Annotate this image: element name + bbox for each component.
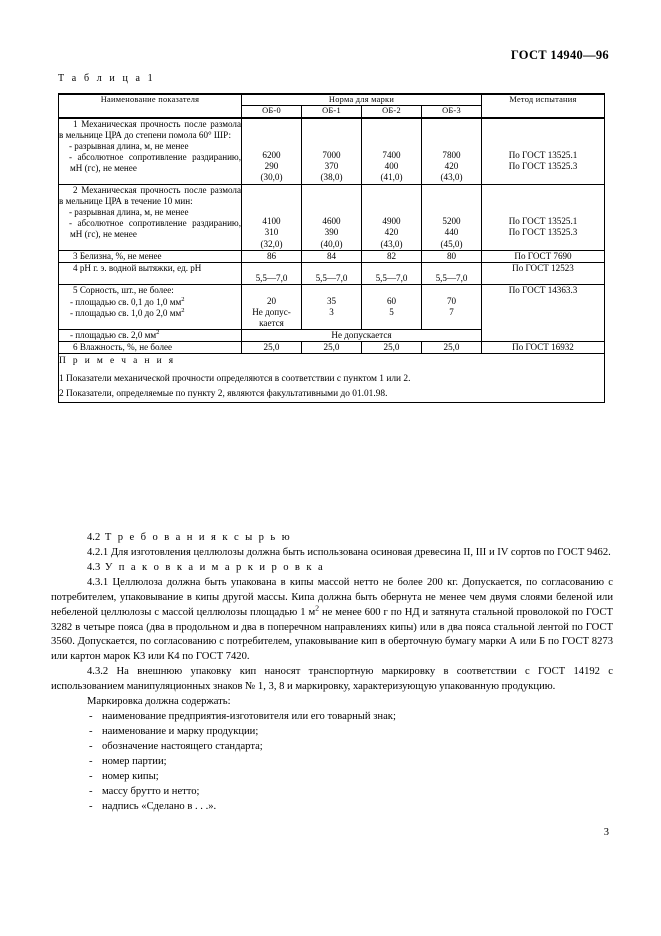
row2-sub2: - абсолютное сопротивление раздиранию, мН (гс), не менее: [69, 217, 241, 239]
row1-method: [482, 118, 605, 185]
row1-v2a-ob1: 370: [324, 161, 339, 172]
row2-method: [482, 184, 605, 250]
row3-indicator: [59, 250, 242, 262]
row1-method-2: По ГОСТ 13525.3: [508, 161, 578, 172]
table-row: [59, 184, 605, 250]
row6-value-ob3: 25,0: [422, 342, 482, 354]
list-item: [51, 740, 613, 755]
row5-indicator-a: [59, 285, 242, 330]
list-item: [51, 800, 613, 815]
section-4-3-number: 4.3: [87, 561, 101, 573]
row3-lead: 3 Белизна, %, не менее: [73, 250, 162, 261]
row4-v-ob3: 5,5—7,0: [435, 273, 468, 284]
row5-v2-ob0-l1: Не допус-: [252, 307, 291, 318]
row3-method: По ГОСТ 7690: [482, 250, 605, 262]
row2-value-ob3: [422, 184, 482, 250]
row4-method: По ГОСТ 12523: [482, 262, 605, 285]
row3-value-ob3: 80: [422, 250, 482, 262]
row2-method-2: По ГОСТ 13525.3: [508, 227, 578, 238]
row4-value-ob1: [302, 262, 362, 285]
header-indicator: Наименование показателя: [59, 94, 242, 118]
row2-value-ob2: [362, 184, 422, 250]
row4-indicator: [59, 262, 242, 285]
table-row: [59, 285, 605, 330]
dash-bullet-icon: -: [89, 725, 93, 737]
row6-method: По ГОСТ 16932: [482, 342, 605, 354]
body-text: [51, 531, 613, 815]
row5-v2-ob1: 3: [329, 307, 334, 318]
header-mark-ob0: ОБ-0: [242, 106, 302, 118]
row6-indicator: [59, 342, 242, 354]
paragraph-4-3-1-superscript: 2: [315, 603, 319, 613]
table-notes: [59, 354, 605, 403]
row2-v2b-ob1: (40,0): [320, 238, 343, 249]
row1-v2a-ob0: 290: [264, 161, 279, 172]
row4-value-ob2: [362, 262, 422, 285]
row5-value-ob3: [422, 285, 482, 330]
list-item-label: наименование и марку продукции;: [102, 725, 259, 737]
marking-lead: Маркировка должна содержать:: [87, 696, 231, 708]
row5-value-span: Не допускается: [242, 330, 482, 342]
row1-v2b-ob0: (30,0): [260, 172, 283, 183]
paragraph-4-3-1: [51, 576, 613, 666]
row2-v1-ob3: 5200: [442, 216, 461, 227]
row5-v1-ob1: 35: [326, 296, 337, 306]
row2-value-ob0: [242, 184, 302, 250]
dash-bullet-icon: -: [89, 740, 93, 752]
row5-v2-ob0-l2: кается: [259, 318, 284, 329]
table-row: [59, 262, 605, 285]
dash-bullet-icon: -: [89, 755, 93, 767]
row1-value-ob1: [302, 118, 362, 185]
row4-v-ob1: 5,5—7,0: [315, 273, 348, 284]
row5-sub2-text: - площадью св. 1,0 до 2,0 мм: [70, 307, 182, 318]
row1-v1-ob3: 7800: [442, 150, 461, 161]
row1-value-ob2: [362, 118, 422, 185]
row1-v1-ob2: 7400: [382, 150, 401, 161]
list-item: [51, 755, 613, 770]
page-number: 3: [603, 827, 609, 838]
section-4-2-number: 4.2: [87, 532, 101, 543]
row3-value-ob2: 82: [362, 250, 422, 262]
row5-value-ob0: [242, 285, 302, 330]
list-item: [51, 785, 613, 800]
list-item-label: номер кипы;: [102, 770, 159, 782]
row5-sub1: [59, 297, 241, 308]
row5-sub2-sup: 2: [181, 306, 185, 314]
header-mark-ob2: ОБ-2: [362, 106, 422, 118]
row1-v2a-ob2: 400: [384, 161, 399, 172]
row2-indicator: [59, 184, 242, 250]
list-item-label: массу брутто и нетто;: [102, 785, 200, 797]
table-caption: Т а б л и ц а 1: [58, 73, 156, 84]
row6-lead: 6 Влажность, %, не более: [73, 342, 173, 353]
table-body: [59, 118, 605, 403]
row1-sub2: - абсолютное сопротивление раздиранию, мН (гс), не менее: [69, 151, 241, 173]
marking-list: [51, 710, 613, 814]
row1-value-ob0: [242, 118, 302, 185]
row2-v1-ob2: 4900: [382, 216, 401, 227]
row5-indicator-b: [59, 330, 242, 342]
specification-table: [58, 93, 605, 403]
section-heading-4-2: [51, 531, 613, 546]
row2-v1-ob1: 4600: [322, 216, 341, 227]
row2-sub1: - разрывная длина, м, не менее: [69, 206, 189, 217]
row5-value-ob1: [302, 285, 362, 330]
row5-v1-ob3: 70: [446, 296, 457, 306]
row4-v-ob2: 5,5—7,0: [375, 273, 408, 284]
dash-bullet-icon: -: [89, 800, 93, 812]
row5-sub3-sup: 2: [156, 329, 160, 337]
notes-item-2: 2 Показатели, определяемые по пункту 2, являются факультативными до 01.01.98.: [59, 388, 388, 399]
row5-value-ob2: [362, 285, 422, 330]
row4-value-ob0: [242, 262, 302, 285]
dash-bullet-icon: -: [89, 785, 93, 797]
row5-v1-ob0: 20: [266, 296, 277, 306]
row4-v-ob0: 5,5—7,0: [255, 273, 288, 284]
paragraph-4-3-1-part1: 4.3.1 Целлюлоза должна быть упакована в кипы массой нетто не более 200 кг. Допускается, по согласованию с потребителем, упаковывание в кипы другой массы. Кипа должна быть обернута не менее чем двумя слоями беленой или небеленой целлюлозы с массой целлюлозы площадью 1 м: [51, 576, 613, 618]
table-header: [59, 94, 605, 118]
row2-v2a-ob0: 310: [264, 227, 279, 238]
list-item: [51, 725, 613, 740]
row1-v2b-ob3: (43,0): [440, 172, 463, 183]
row5-v2-ob3: 7: [449, 307, 454, 318]
header-norm-group: Норма для марки: [242, 94, 482, 106]
dash-bullet-icon: -: [89, 711, 93, 723]
row1-v2b-ob1: (38,0): [320, 172, 343, 183]
row2-v1-ob0: 4100: [262, 216, 281, 227]
list-item: [51, 710, 613, 725]
row1-indicator: [59, 118, 242, 185]
row5-sub3: [59, 330, 241, 341]
row2-v2b-ob2: (43,0): [380, 238, 403, 249]
row1-value-ob3: [422, 118, 482, 185]
row2-v2b-ob0: (32,0): [260, 238, 283, 249]
row5-v1-ob2: 60: [386, 296, 397, 306]
row1-v1-ob1: 7000: [322, 150, 341, 161]
paragraph-4-3-2: 4.3.2 На внешнюю упаковку кип наносят транспортную маркировку в соответствии с ГОСТ 14192 с использованием манипуляционных знаков № 1, 3, 8 и маркировку, характеризующую упакованную продукцию.: [51, 666, 613, 693]
section-4-3-title: У п а к о в к а и м а р к и р о в к а: [104, 561, 325, 573]
row6-value-ob0: 25,0: [242, 342, 302, 354]
row4-lead: 4 pH г. э. водной вытяжки, ед. pH: [73, 262, 202, 273]
list-item-label: номер партии;: [102, 755, 167, 767]
table-row: [59, 118, 605, 185]
list-item-label: надпись «Сделано в . . .».: [102, 800, 217, 812]
row1-lead: 1 Механическая прочность после размола в мельнице ЦРА до степени помола 60° ШР:: [59, 118, 241, 140]
notes-item-1: 1 Показатели механической прочности определяются в соответствии с пунктом 1 или 2.: [59, 373, 411, 384]
header-method: Метод испытания: [482, 94, 605, 118]
paragraph-4-2-1: 4.2.1 Для изготовления целлюлозы должна быть использована осиновая древесина II, III и IV сортов по ГОСТ 9462.: [87, 546, 611, 558]
table-notes-row: [59, 354, 605, 403]
notes-title: П р и м е ч а н и я: [59, 356, 176, 367]
row5-sub1-sup: 2: [181, 295, 185, 303]
row1-method-1: По ГОСТ 13525.1: [508, 150, 578, 161]
paragraph-4-3-1-part2: не менее 600 г по НД и затянута стальной проволокой по ГОСТ 3282 в четыре пояса (два в продольном и два в поперечном направлениях кипы) или в два пояса стальной лентой по ГОСТ 3560. Допускается, по согласованию с потребителем, упаковывание кип в оберточную бумагу марки А или Б по ГОСТ 8273 или картон марок К3 или К4 по ГОСТ 7420.: [51, 606, 613, 663]
row3-value-ob0: 86: [242, 250, 302, 262]
row5-method: По ГОСТ 14363.3: [482, 285, 605, 342]
row5-sub1-text: - площадью св. 0,1 до 1,0 мм: [70, 296, 182, 307]
row2-method-1: По ГОСТ 13525.1: [508, 216, 578, 227]
row4-value-ob3: [422, 262, 482, 285]
list-item-label: обозначение настоящего стандарта;: [102, 740, 263, 752]
row6-value-ob1: 25,0: [302, 342, 362, 354]
row3-value-ob1: 84: [302, 250, 362, 262]
row5-sub2: [59, 308, 241, 319]
row1-v2a-ob3: 420: [444, 161, 459, 172]
header-mark-ob1: ОБ-1: [302, 106, 362, 118]
row2-value-ob1: [302, 184, 362, 250]
row1-v1-ob0: 6200: [262, 150, 281, 161]
standard-designation: ГОСТ 14940—96: [510, 48, 609, 62]
row2-v2a-ob2: 420: [384, 227, 399, 238]
row2-v2a-ob1: 390: [324, 227, 339, 238]
row1-sub1: - разрывная длина, м, не менее: [69, 140, 189, 151]
table-header-row-1: [59, 94, 605, 106]
row5-sub3-text: - площадью св. 2,0 мм: [70, 330, 157, 341]
table-row: [59, 250, 605, 262]
row1-v2b-ob2: (41,0): [380, 172, 403, 183]
row2-lead: 2 Механическая прочность после размола в мельнице ЦРА в течение 10 мин:: [59, 184, 241, 206]
row5-lead: 5 Сорность, шт., не более:: [73, 285, 174, 296]
list-item-label: наименование предприятия-изготовителя или его товарный знак;: [102, 711, 396, 723]
row5-v2-ob2: 5: [389, 307, 394, 318]
row6-value-ob2: 25,0: [362, 342, 422, 354]
row2-v2b-ob3: (45,0): [440, 238, 463, 249]
section-4-2-title: Т р е б о в а н и я к с ы р ь ю: [104, 532, 292, 543]
section-heading-4-3: [51, 561, 613, 576]
list-item: [51, 770, 613, 785]
header-mark-ob3: ОБ-3: [422, 106, 482, 118]
row2-v2a-ob3: 440: [444, 227, 459, 238]
dash-bullet-icon: -: [89, 770, 93, 782]
table-row: [59, 342, 605, 354]
